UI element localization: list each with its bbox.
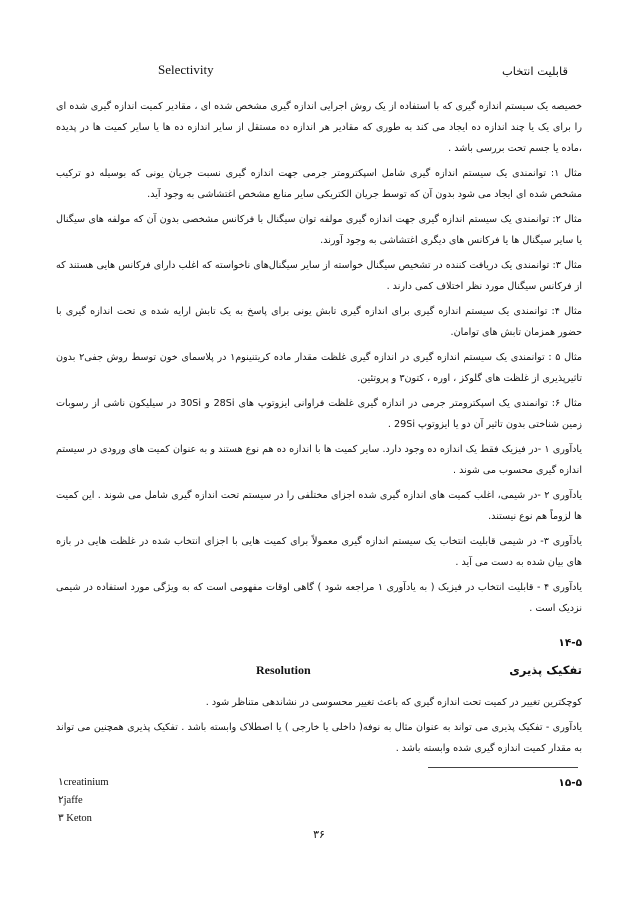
example-4: مثال ۴: توانمندی یک سیستم اندازه گیری برای اندازه گیری تابش یونی برای پاسخ به یک تابش ارایه شده ی تحت اندازه گیری با حضور همزمان تابش های توامان.	[56, 306, 582, 338]
example-5: مثال ۵ : توانمندی یک سیستم اندازه گیری در اندازه گیری غلظت مقدار ماده کریتنینوم۱ در پلاسمای خون توسط روش جفی۲ بدون تاثیرپذیری از غلظت های گلوکز ، اوره ، کتون۳ و پروتئین.	[56, 352, 582, 384]
header-title-english: Selectivity	[158, 62, 214, 77]
page-number: ۳۶	[313, 828, 325, 841]
footnote-divider	[428, 767, 578, 768]
note-1: یادآوری ۱ -در فیزیک فقط یک اندازه ده وجود دارد. سایر کمیت ها با اندازه ده هم نوع هستند و به عنوان کمیت های ورودی در سیستم اندازه گیری محسوب می شوند .	[56, 444, 583, 476]
resolution-note: یادآوری - تفکیک پذیری می تواند به عنوان مثال به نوفه( داخلی یا خارجی ) یا اصطلاک وابسته باشد . تفکیک پذیری همچنین می تواند به مقدار کمیت اندازه گیری شده وابسته باشد .	[56, 722, 582, 754]
section-number-resolution: ۱۴-۵	[558, 637, 582, 649]
resolution-definition: کوچکترین تغییر در کمیت تحت اندازه گیری که باعث تغییر محسوسی در نشاندهی متناظر شود .	[205, 697, 582, 708]
section-heading-resolution	[56, 660, 582, 682]
note-4: یادآوری ۴ - قابلیت انتخاب در فیزیک ( به یادآوری ۱ مراجعه شود ) گاهی اوقات مفهومی است که به ویژگی مورد استفاده در شیمی نزدیک است .	[56, 582, 582, 614]
example-1: مثال ۱: توانمندی یک سیستم اندازه گیری شامل اسپکترومتر جرمی جهت اندازه گیری نسبت جریان یونی که بوسیله دو ترکیب مشخص شده ای ایجاد می شود بدون آن که توسط جریان الکتریکی سایر منابع مشخص اغتشاشی به وجود آید.	[56, 168, 582, 200]
example-6: مثال ۶: توانمندی یک اسپکترومتر جرمی در اندازه گیری غلظت فراوانی ایزوتوپ های 28Si و 30Si در سیلیکون ناشی از رسوبات زمین شناختی بدون تاثیر آن دو یا ایزوتوپ 29Si .	[56, 398, 582, 430]
example-3: مثال ۳: توانمندی یک دریافت کننده در تشخیص سیگنال خواسته از سایر سیگنال‌های ناخواسته که اغلب دارای فرکانس هایی هستند که از فرکانس سیگنال مورد نظر اختلاف کمی دارند .	[56, 260, 582, 292]
header-title-persian: قابلیت انتخاب	[501, 64, 568, 78]
section-number-next: ۱۵-۵	[558, 777, 582, 789]
section-title-persian: تفکیک پذیری	[509, 663, 582, 677]
note-3: یادآوری ۳- در شیمی قابلیت انتخاب یک سیستم اندازه گیری معمولاً برای کمیت هایی با اجزای انتخاب شده در غلظت هایی در بازه های بیان شده به دست می آید .	[56, 536, 583, 568]
note-2: یادآوری ۲ -در شیمی، اغلب کمیت های اندازه گیری شده اجزای مختلفی را در سیستم تحت اندازه گیری شامل می شوند . این کمیت ها لزوماً هم نوع نیستند.	[56, 490, 582, 522]
footnotes	[58, 774, 109, 828]
footnote-3: ۳ Keton	[58, 813, 92, 824]
selectivity-definition: خصیصه یک سیستم اندازه گیری که با استفاده از یک روش اجرایی اندازه گیری مشخص شده ای ، مقادیر کمیت اندازه گیری شده ای را برای یک یا چند اندازه ده ایجاد می کند به طوری که مقادیر هر اندازه ده مستقل از سایر اندازه ده ها یا سایر کمیت ها در پدیده ،ماده یا جسم تحت بررسی باشد .	[56, 101, 582, 154]
example-2: مثال ۲: توانمندی یک سیستم اندازه گیری جهت اندازه گیری مولفه توان سیگنال با فرکانس مشخصی بدون آن که مولفه های سیگنال یا سایر سیگنال ها یا فرکانس های دیگری اغتشاشی به وجود آورند.	[56, 214, 583, 246]
footnote-1: ۱creatinium	[58, 777, 109, 788]
footnote-2: ۲jaffe	[58, 795, 83, 806]
section-title-english: Resolution	[256, 663, 311, 677]
body-text	[56, 96, 582, 800]
